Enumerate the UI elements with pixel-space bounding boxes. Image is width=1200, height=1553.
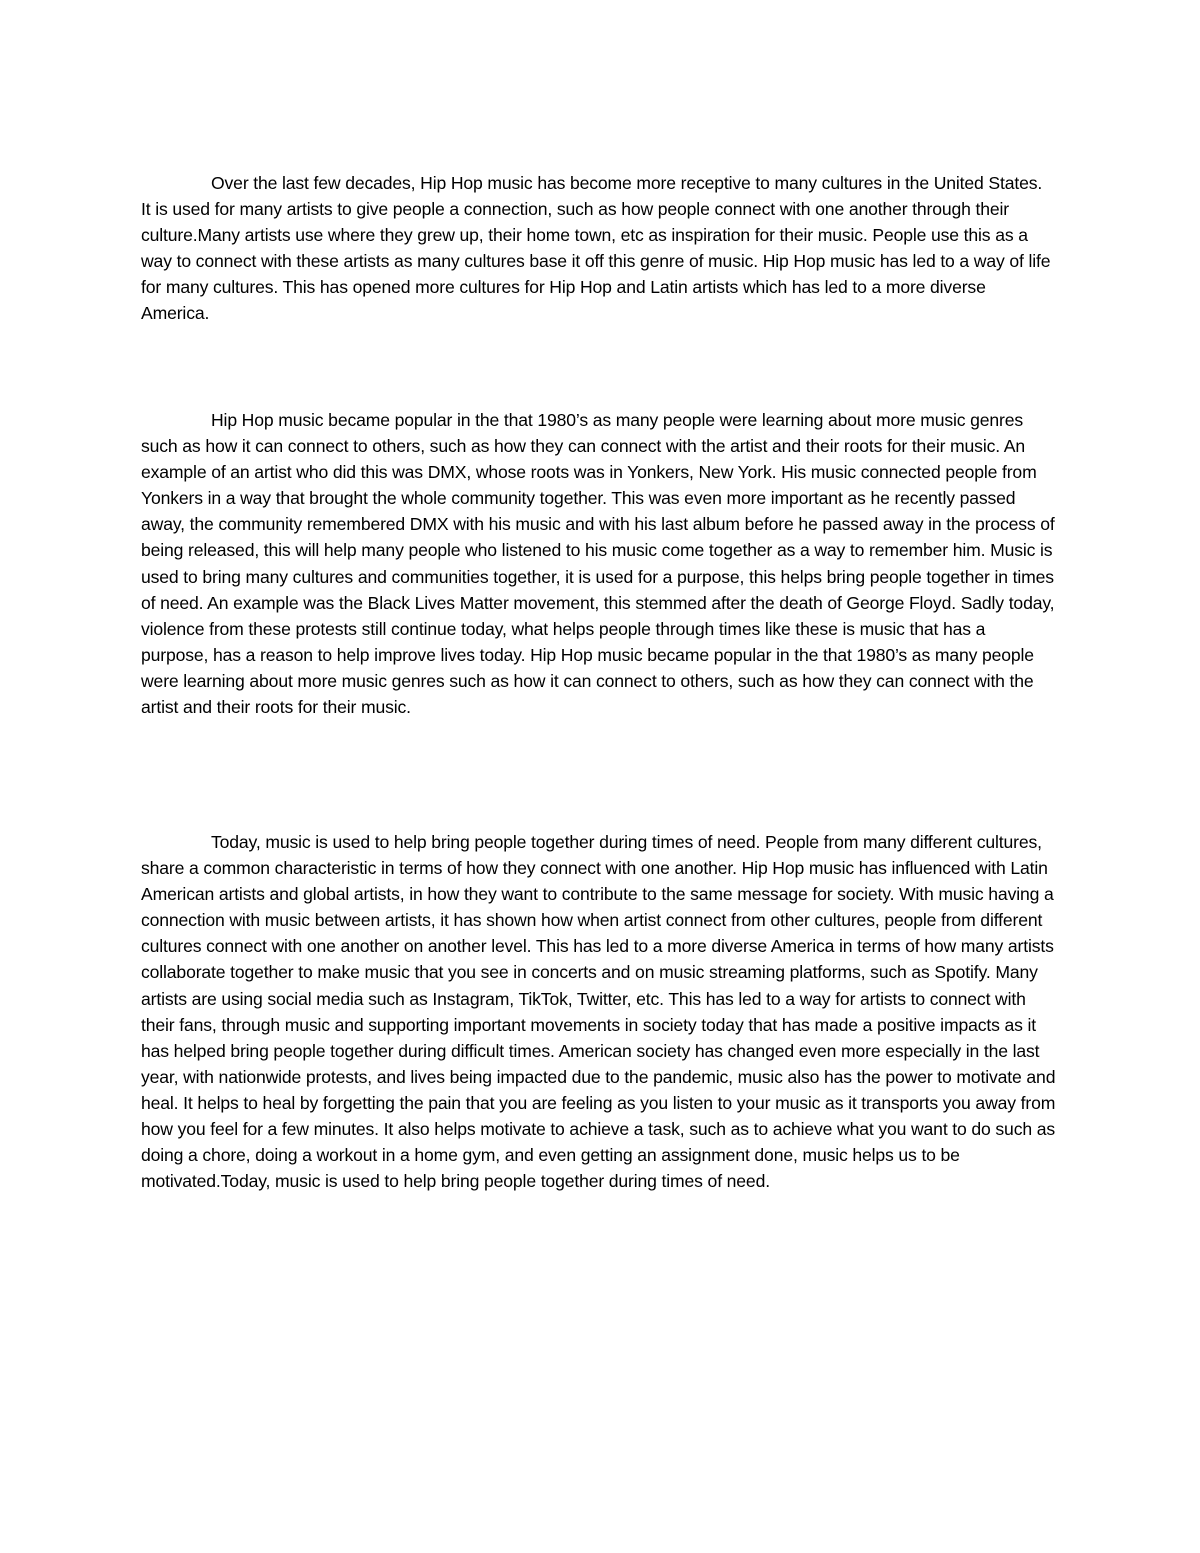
paragraph-3: Today, music is used to help bring people together during times of need. People from many different cultures, share a common characteristic in terms of how they connect with one another. Hip Hop music has influenced with Latin American artists and global artists, in how they want to contribute to the same message for society. With music having a connection with music between artists, it has shown how when artist connect from other cultures, people from different cultures connect with one another on another level. This has led to a more diverse America in terms of how many artists collaborate together to make music that you see in concerts and on music streaming platforms, such as Spotify. Many artists are using social media such as Instagram, TikTok, Twitter, etc. This has led to a way for artists to connect with their fans, through music and supporting important movements in society today that has made a positive impacts as it has helped bring people together during difficult times. American society has changed even more especially in the last year, with nationwide protests, and lives being impacted due to the pandemic, music also has the power to motivate and heal. It helps to heal by forgetting the pain that you are feeling as you listen to your music as it transports you away from how you feel for a few minutes. It also helps motivate to achieve a task, such as to achieve what you want to do such as doing a chore, doing a workout in a home gym, and even getting an assignment done, music helps us to be motivated.Today, music is used to help bring people together during times of need.: [141, 832, 1056, 1192]
paragraph-2: Hip Hop music became popular in the that 1980’s as many people were learning about more music genres such as how it can connect to others, such as how they can connect with the artist and their roots for their music. An example of an artist who did this was DMX, whose roots was in Yonkers, New York. His music connected people from Yonkers in a way that brought the whole community together. This was even more important as he recently passed away, the community remembered DMX with his music and with his last album before he passed away in the process of being released, this will help many people who listened to his music come together as a way to remember him. Music is used to bring many cultures and communities together, it is used for a purpose, this helps bring people together in times of need. An example was the Black Lives Matter movement, this stemmed after the death of George Floyd. Sadly today, violence from these protests still continue today, what helps people through times like these is music that has a purpose, has a reason to help improve lives today. Hip Hop music became popular in the that 1980’s as many people were learning about more music genres such as how it can connect to others, such as how they can connect with the artist and their roots for their music.: [141, 410, 1055, 718]
paragraph-1: Over the last few decades, Hip Hop music has become more receptive to many cultures in the United States. It is used for many artists to give people a connection, such as how people connect with one another through their culture.Many artists use where they grew up, their home town, etc as inspiration for their music. People use this as a way to connect with these artists as many cultures base it off this genre of music. Hip Hop music has led to a way of life for many cultures. This has opened more cultures for Hip Hop and Latin artists which has led to a more diverse America.: [141, 173, 1051, 324]
